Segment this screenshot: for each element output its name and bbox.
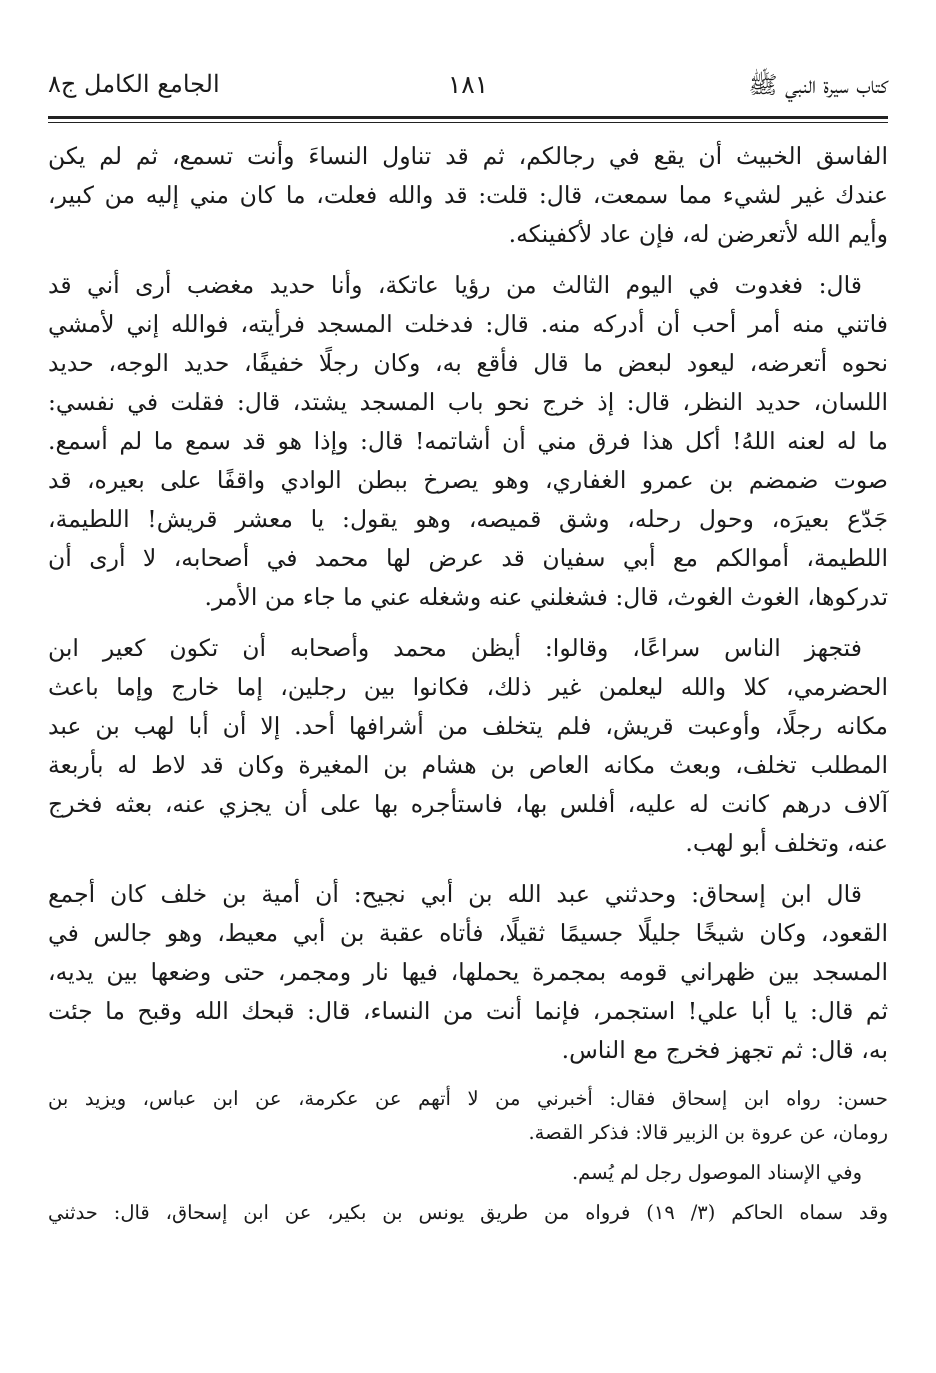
note-2 xyxy=(48,1156,888,1190)
paragraph-3 xyxy=(48,629,888,863)
page-header xyxy=(48,62,888,119)
note-line: وفي الإسناد الموصول رجل لم يُسم. xyxy=(571,1161,862,1184)
note-1 xyxy=(48,1082,888,1150)
text-line: قال ابن إسحاق: وحدثني عبد الله بن أبي نجيح: أن أمية بن خلف كان أجمع xyxy=(48,880,862,908)
text-line: فتجهز الناس سراعًا، وقالوا: أيظن محمد وأصحابه أن تكون كعير ابن xyxy=(48,634,862,662)
text-line: عندك غير لشيء مما سمعت، قال: قلت: قد والله فعلت، ما كان مني إليه من كبير، xyxy=(48,181,888,209)
text-line: آلاف درهم كانت له عليه، أفلس بها، فاستأجره بها على أن يجزي عنه، بعثه فخرج xyxy=(48,790,888,818)
note-line: وقد سماه الحاكم (٣/ ١٩) فرواه من طريق يونس بن بكير، عن ابن إسحاق، قال: حدثني xyxy=(48,1201,888,1224)
text-line: ثم قال: يا أبا علي! استجمر، فإنما أنت من النساء، قال: قبحك الله وقبح ما جئت xyxy=(48,997,888,1025)
book-title: كتاب سيرة النبي ﷺ xyxy=(748,71,888,99)
paragraph-2 xyxy=(48,266,888,617)
commentary-notes xyxy=(48,1082,888,1230)
text-line: الحضرمي، كلا والله ليعلمن غير ذلك، فكانوا بين رجلين، إما خارج وإما باعث xyxy=(48,673,888,701)
note-line: حسن: رواه ابن إسحاق فقال: أخبرني من لا أتهم عن عكرمة، عن ابن عباس، ويزيد بن xyxy=(48,1087,888,1110)
text-line: اللسان، حديد النظر، قال: إذ خرج نحو باب المسجد يشتد، قال: فقلت في نفسي: xyxy=(48,388,888,416)
paragraph-1 xyxy=(48,137,888,254)
note-3 xyxy=(48,1196,888,1230)
text-line: المطلب تخلف، وبعث مكانه العاص بن هشام بن المغيرة وكان قد لاط له بأربعة xyxy=(48,751,888,779)
text-line: ما له لعنه اللهُ! أكل هذا فرق مني أن أشاتمه! قال: وإذا هو قد سمع ما لم أسمع. xyxy=(48,427,888,455)
text-line: عنه، وتخلف أبو لهب. xyxy=(685,829,888,857)
text-line: نحوه أتعرضه، ليعود لبعض ما قال فأقع به، وكان رجلًا خفيفًا، حديد الوجه، حديد xyxy=(48,349,888,377)
text-line: به، قال: ثم تجهز فخرج مع الناس. xyxy=(561,1036,888,1064)
text-line: مكانه رجلًا، وأوعبت قريش، فلم يتخلف من أشرافها أحد. إلا أن أبا لهب بن عبد xyxy=(48,712,888,740)
text-line: الفاسق الخبيث أن يقع في رجالكم، ثم قد تناول النساءَ وأنت تسمع، ثم لم يكن xyxy=(48,142,888,170)
header-rule xyxy=(48,122,888,123)
running-title: الجامع الكامل ج٨ xyxy=(48,70,220,98)
text-line: جَدّع بعيرَه، وحول رحله، وشق قميصه، وهو يقول: يا معشر قريش! اللطيمة، xyxy=(48,505,888,533)
text-line: فاتني منه أمر أحب أن أدركه منه. قال: فدخلت المسجد فرأيته، فوالله إني لأمشي xyxy=(48,310,888,338)
text-line: وأيم الله لأتعرضن له، فإن عاد لأكفينكه. xyxy=(508,220,888,248)
text-line: القعود، وكان شيخًا جليلًا جسيمًا ثقيلًا، فأتاه عقبة بن أبي معيط، وهو جالس في xyxy=(48,919,888,947)
text-line: اللطيمة، أموالكم مع أبي سفيان قد عرض لها محمد في أصحابه، لا أرى أن xyxy=(48,544,888,572)
page-number: ١٨١ xyxy=(447,70,489,99)
text-line: قال: فغدوت في اليوم الثالث من رؤيا عاتكة، وأنا حديد مغضب أرى أني قد xyxy=(48,271,862,299)
paragraph-4 xyxy=(48,875,888,1070)
main-text xyxy=(48,137,888,1070)
text-line: صوت ضمضم بن عمرو الغفاري، وهو يصرخ ببطن الوادي واقفًا على بعيره، قد xyxy=(48,466,888,494)
text-line: المسجد بين ظهراني قومه بمجمرة يحملها، فيها نار ومجمر، حتى وضعها بين يديه، xyxy=(48,958,888,986)
note-line: رومان، عن عروة بن الزبير قالا: فذكر القصة. xyxy=(528,1121,888,1144)
text-line: تدركوها، الغوث الغوث، قال: فشغلني عنه وشغله عني ما جاء من الأمر. xyxy=(204,583,888,611)
